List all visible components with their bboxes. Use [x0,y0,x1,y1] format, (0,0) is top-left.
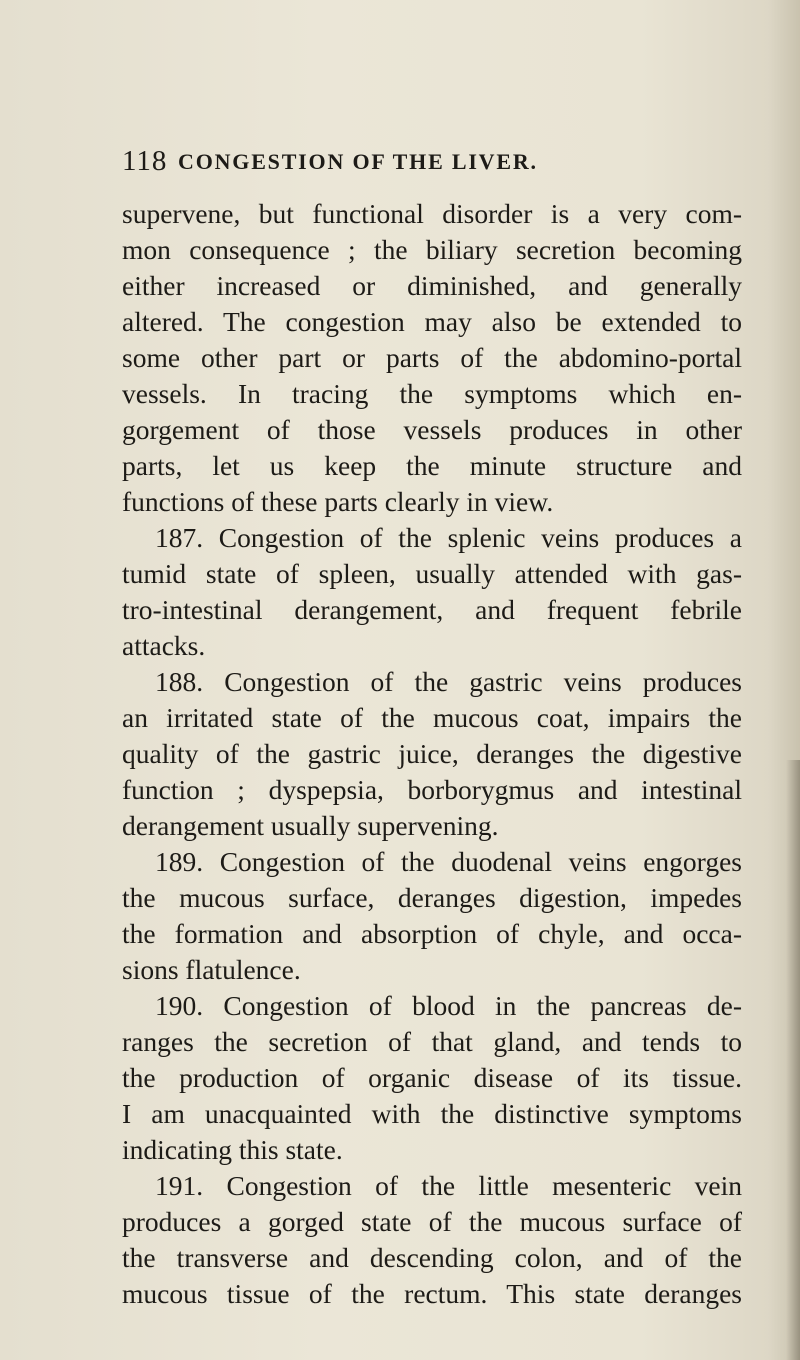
paragraph-189-line: 189. Congestion of the duodenal veins engorges [155,846,742,877]
text-line: sions flatulence. [122,954,301,985]
page-number: 118 [122,145,168,177]
text-line: tro-intestinal derangement, and frequent febrile [122,594,742,625]
text-line: function ; dyspepsia, borborygmus and intestinal [122,774,742,805]
page-header [122,145,742,179]
text-line: ranges the secretion of that gland, and tends to [122,1026,742,1057]
text-line: the production of organic disease of its tissue. [122,1062,742,1093]
text-line: gorgement of those vessels produces in other [122,414,742,445]
text-line: parts, let us keep the minute structure and [122,450,742,481]
text-line: vessels. In tracing the symptoms which en- [122,378,742,409]
text-line: the formation and absorption of chyle, and occa- [122,918,742,949]
text-line: quality of the gastric juice, deranges the digestive [122,738,742,769]
text-line: derangement usually supervening. [122,810,499,841]
paragraph-187-line: 187. Congestion of the splenic veins produces a [155,522,742,553]
text-line: indicating this state. [122,1134,343,1165]
text-line: mucous tissue of the rectum. This state deranges [122,1278,742,1309]
text-line: supervene, but functional disorder is a very com- [122,198,742,229]
text-line: attacks. [122,630,206,661]
text-line: tumid state of spleen, usually attended with gas- [122,558,742,589]
page-edge-shadow [786,760,800,1360]
paragraph-191-line: 191. Congestion of the little mesenteric vein [155,1170,742,1201]
paragraph-190-line: 190. Congestion of blood in the pancreas de- [155,990,742,1021]
text-line: mon consequence ; the biliary secretion becoming [122,234,742,265]
text-line: altered. The congestion may also be extended to [122,306,742,337]
text-line: some other part or parts of the abdomino-portal [122,342,742,373]
text-line: produces a gorged state of the mucous surface of [122,1206,742,1237]
text-line: the transverse and descending colon, and of the [122,1242,742,1273]
body-text [122,196,742,1312]
text-line: functions of these parts clearly in view. [122,486,554,517]
text-line: the mucous surface, deranges digestion, impedes [122,882,742,913]
running-title: CONGESTION OF THE LIVER. [178,149,538,174]
text-line: I am unacquainted with the distinctive symptoms [122,1098,742,1129]
text-line: an irritated state of the mucous coat, impairs the [122,702,742,733]
paragraph-188-line: 188. Congestion of the gastric veins produces [155,666,742,697]
text-line: either increased or diminished, and generally [122,270,742,301]
